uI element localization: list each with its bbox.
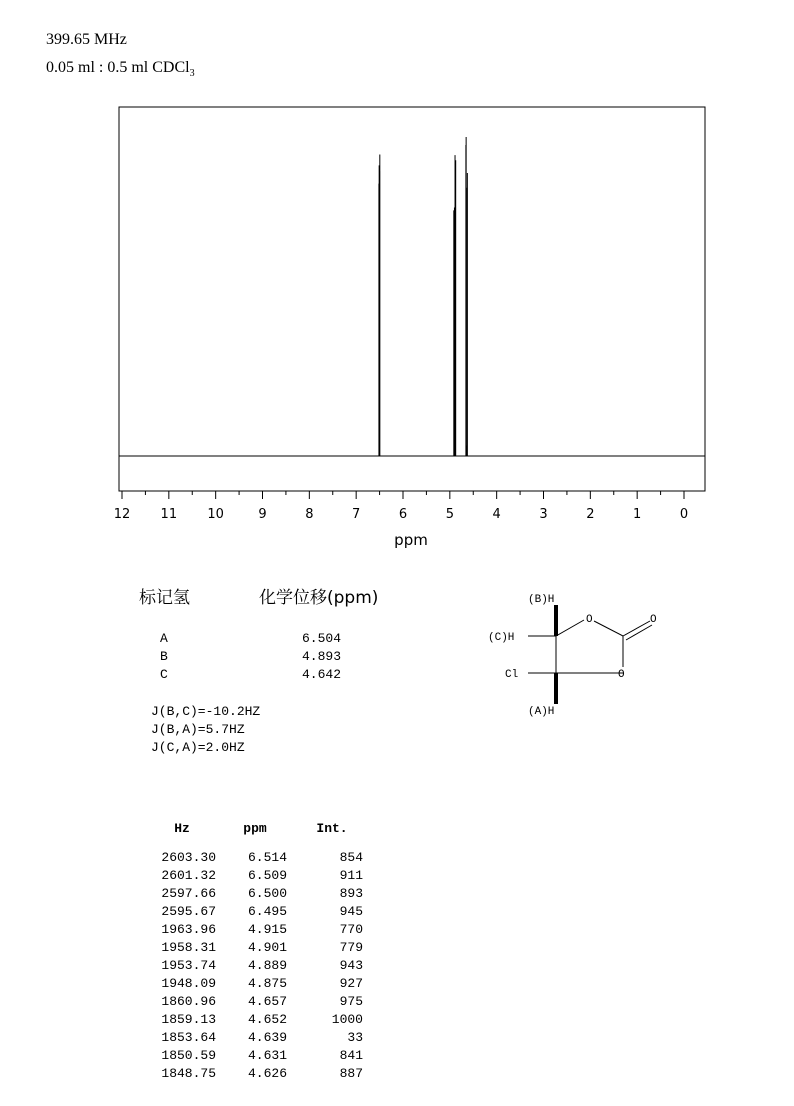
label-cl: Cl <box>505 669 519 681</box>
assign-col-shift: 化学位移(ppm) <box>259 588 379 608</box>
peak-cell-int: 975 <box>339 993 363 1009</box>
x-tick-label: 2 <box>586 507 595 522</box>
x-tick-label: 9 <box>258 507 267 522</box>
peak-table-row <box>145 956 373 974</box>
peak-cell-hz: 1963.96 <box>161 921 216 937</box>
peak-cell-ppm: 4.901 <box>247 939 287 955</box>
peak-col-ppm: ppm <box>243 821 267 836</box>
peak-table-row <box>145 974 373 992</box>
peak-table <box>145 790 373 1097</box>
label-carbonyl-o: O <box>650 614 657 626</box>
peak-cell-ppm: 6.500 <box>247 885 287 901</box>
peak-cell-int: 893 <box>339 885 363 901</box>
peak-cell-int: 779 <box>339 939 363 955</box>
x-tick-label: 8 <box>305 507 314 522</box>
peak-table-body <box>145 848 373 1082</box>
x-tick-label: 11 <box>160 507 178 522</box>
peak-cell-int: 887 <box>339 1065 363 1081</box>
x-axis-ticks <box>114 491 688 522</box>
peak-cell-int: 1000 <box>331 1011 363 1027</box>
peak-cell-int: 841 <box>339 1047 363 1063</box>
peak-cell-hz: 2595.67 <box>161 903 216 919</box>
label-b-h: (B)H <box>528 594 555 606</box>
coupling-ba: J(B,A)=5.7HZ <box>151 722 245 737</box>
bond-o-c2 <box>594 621 623 636</box>
plot-frame <box>119 107 705 491</box>
peak-cell-int: 945 <box>339 903 363 919</box>
peak-cell-hz: 1848.75 <box>161 1065 216 1081</box>
spectrum-peaks <box>379 137 467 456</box>
peak-table-row <box>145 884 373 902</box>
peak-cell-hz: 1860.96 <box>161 993 216 1009</box>
peak-cell-ppm: 4.875 <box>247 975 287 991</box>
peak-cell-hz: 1859.13 <box>161 1011 216 1027</box>
peak-table-grid <box>145 820 373 1082</box>
assign-row-b-shift: 4.893 <box>302 649 342 664</box>
peak-table-row <box>145 1046 373 1064</box>
x-tick-label: 5 <box>445 507 454 522</box>
peak-col-int: Int. <box>316 821 348 836</box>
peak-cell-ppm: 6.514 <box>247 849 287 865</box>
peak-table-row <box>145 1010 373 1028</box>
label-ring-o-bottom: O <box>618 669 625 681</box>
peak-cell-ppm: 4.657 <box>247 993 287 1009</box>
peak-cell-ppm: 4.652 <box>247 1011 287 1027</box>
peak-table-row <box>145 938 373 956</box>
peak-cell-int: 854 <box>339 849 363 865</box>
peak-table-row <box>145 1028 373 1046</box>
peak-table-row <box>145 920 373 938</box>
peak-col-hz: Hz <box>174 821 190 836</box>
x-tick-label: 4 <box>492 507 501 522</box>
peak-table-row <box>145 992 373 1010</box>
concentration-text: 0.05 ml : 0.5 ml CDCl <box>46 59 190 76</box>
assign-row-b-label: B <box>160 649 168 664</box>
x-axis-label: ppm <box>394 531 428 549</box>
peak-cell-hz: 2597.66 <box>161 885 216 901</box>
peak-cell-int: 33 <box>347 1029 363 1045</box>
peak-cell-ppm: 4.915 <box>247 921 287 937</box>
structure-bonds <box>528 620 652 673</box>
bond-c4-o <box>556 620 584 636</box>
peak-cell-int: 943 <box>339 957 363 973</box>
x-tick-label: 6 <box>398 507 408 522</box>
peak-cell-int: 770 <box>339 921 363 937</box>
concentration-subscript: 3 <box>189 68 195 80</box>
x-tick-label: 1 <box>633 507 642 522</box>
spectrometer-frequency: 399.65 MHz <box>46 31 127 48</box>
assign-row-c-shift: 4.642 <box>302 667 342 682</box>
label-c-h: (C)H <box>488 632 515 644</box>
label-ring-o-top: O <box>586 614 593 626</box>
x-tick-label: 3 <box>539 507 548 522</box>
peak-cell-hz: 2603.30 <box>161 849 216 865</box>
assign-row-a-shift: 6.504 <box>302 631 342 646</box>
peak-cell-ppm: 4.639 <box>247 1029 287 1045</box>
x-tick-label: 12 <box>113 507 131 522</box>
peak-cell-hz: 2601.32 <box>161 867 216 883</box>
peak-cell-ppm: 6.495 <box>247 903 287 919</box>
x-tick-label: 10 <box>207 507 224 522</box>
peak-cell-ppm: 4.631 <box>247 1047 287 1063</box>
coupling-bc: J(B,C)=-10.2HZ <box>151 704 261 719</box>
coupling-ca: J(C,A)=2.0HZ <box>151 740 245 755</box>
label-a-h: (A)H <box>528 706 555 718</box>
peak-cell-hz: 1853.64 <box>161 1029 216 1045</box>
peak-cell-int: 911 <box>339 867 363 883</box>
molecule-structure <box>480 585 680 720</box>
peak-table-row <box>145 848 373 866</box>
assign-row-c-label: C <box>160 667 168 682</box>
peak-table-row <box>145 902 373 920</box>
peak-cell-int: 927 <box>339 975 363 991</box>
peak-cell-ppm: 4.889 <box>247 957 287 973</box>
peak-cell-hz: 1953.74 <box>161 957 216 973</box>
x-tick-label: 7 <box>352 507 361 522</box>
peak-table-row <box>145 866 373 884</box>
assign-col-label: 标记氢 <box>139 588 190 608</box>
peak-cell-ppm: 4.626 <box>247 1065 287 1081</box>
peak-table-header-row <box>145 820 373 848</box>
assign-row-a-label: A <box>160 631 168 646</box>
peak-cell-hz: 1948.09 <box>161 975 216 991</box>
peak-cell-ppm: 6.509 <box>247 867 287 883</box>
peak-cell-hz: 1958.31 <box>161 939 216 955</box>
peak-table-row <box>145 1064 373 1082</box>
peak-cell-hz: 1850.59 <box>161 1047 216 1063</box>
x-tick-label: 0 <box>679 507 689 522</box>
